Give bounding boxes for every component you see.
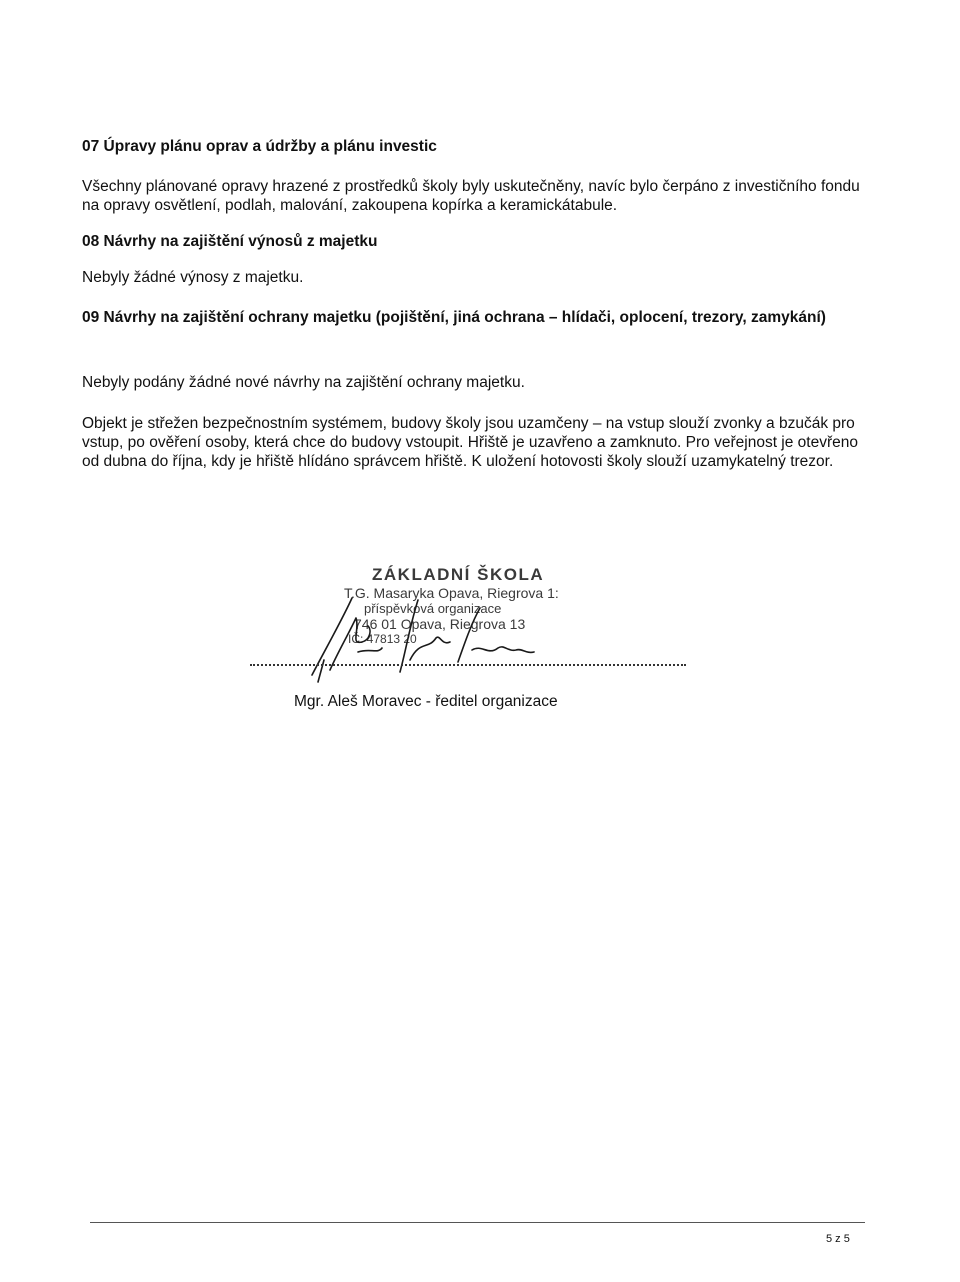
section-09-paragraph-1: Nebyly podány žádné nové návrhy na zajištění ochrany majetku. [82,374,525,391]
stamp-organization-type: příspěvková organizace [364,601,502,616]
handwritten-signature [290,590,550,685]
section-heading-08: 08 Návrhy na zajištění výnosů z majetku [82,233,378,250]
stamp-id: IČ: 47813 20 [348,632,417,646]
signer-name: Mgr. Aleš Moravec - ředitel organizace [294,693,558,710]
section-08-paragraph: Nebyly žádné výnosy z majetku. [82,269,304,286]
page-number: 5 z 5 [826,1233,850,1245]
stamp-school-name: T.G. Masaryka Opava, Riegrova 1: [344,585,559,601]
stamp-title: ZÁKLADNÍ ŠKOLA [372,565,545,584]
section-07-paragraph: Všechny plánované opravy hrazené z prostředků školy byly uskutečněny, navíc bylo čerpáno z investičního fondu na opravy osvětlení, podlah, malování, zakoupena kopírka a keramickátabule. [82,178,860,214]
footer-divider [90,1222,865,1223]
section-09-paragraph-2: Objekt je střežen bezpečnostním systémem, budovy školy jsou uzamčeny – na vstup slouží zvonky a bzučák pro vstup, po ověření osoby, která chce do budovy vstoupit. Hřiště je uzavřeno a zamknuto. Pro veřejnost je otevřeno od dubna do října, kdy je hřiště hlídáno správcem hřiště. K uložení hotovosti školy slouží uzamykatelný trezor. [82,415,858,470]
section-heading-09: 09 Návrhy na zajištění ochrany majetku (pojištění, jiná ochrana – hlídači, oplocení, trezory, zamykání) [82,309,826,326]
stamp-address: 746 01 Opava, Riegrova 13 [354,616,526,632]
section-heading-07: 07 Úpravy plánu oprav a údržby a plánu investic [82,138,437,155]
signature-line [250,664,686,666]
